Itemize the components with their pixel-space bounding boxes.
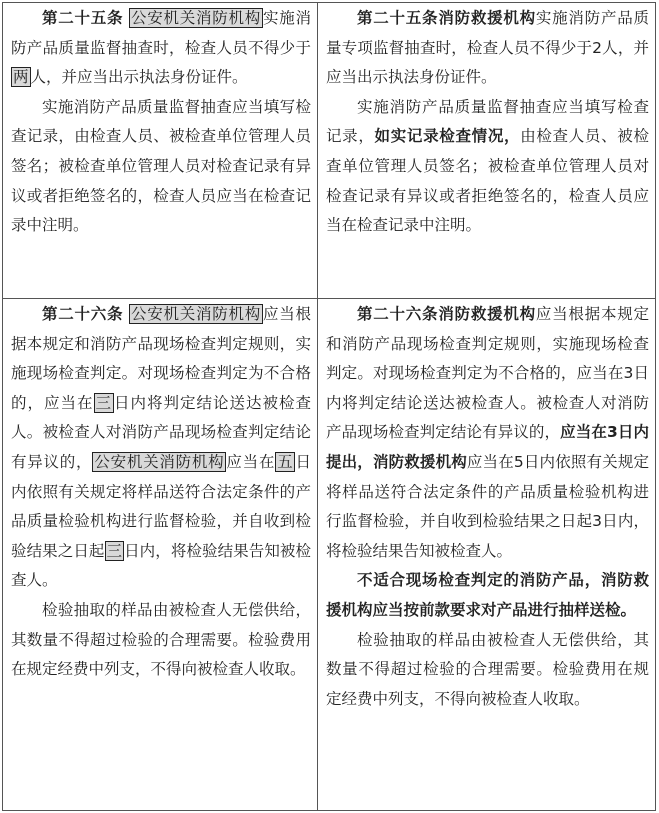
highlighted-term: 五 (277, 452, 294, 471)
bold-term: 消防救援机构 (438, 305, 536, 323)
highlighted-term: 公安机关消防机构 (130, 9, 261, 27)
highlighted-term: 三 (95, 393, 112, 412)
article-number: 第二十五条 (357, 9, 439, 27)
article-26-new-para-1: 第二十六条消防救援机构应当根据本规定和消防产品现场检查判定规则，实施现场检查判定。对现场检查判定为不合格的，应当在3日内将判定结论送达被检查人。被检查人对消防产品现场检查判定结论有异议的，应当在3日内提出，消防救援机构应当在5日内依照有关规定将样品送符合法定条件的产品质量检验机构进行监督检验，并自收到检验结果之日起3日内，将检验结果告知被检查人。 (326, 305, 649, 560)
old-text-cell (3, 3, 318, 299)
bold-term: 应当在3日内提出，消防救援机构 (326, 423, 649, 471)
bold-term: 如实记录检查情况， (374, 127, 521, 146)
article-number: 第二十六条 (42, 305, 124, 323)
new-text-cell (318, 3, 656, 299)
highlighted-term: 公安机关消防机构 (130, 305, 261, 323)
table-row (3, 3, 656, 299)
article-25-old-para-1: 第二十五条 公安机关消防机构 实施消防产品质量监督抽查时，检查人员不得少于两 人，并应当出示执法身份证件。 (11, 9, 311, 87)
article-26-new-para-3: 检验抽取的样品由被检查人无偿供给，其数量不得超过检验的合理需要。检验费用在规定经费中列支，不得向被检查人收取。 (326, 630, 649, 708)
highlighted-term: 公安机关消防机构 (94, 452, 225, 471)
table-row (3, 299, 656, 811)
highlighted-term: 两 (13, 68, 29, 87)
bold-term: 消防救援机构 (438, 9, 536, 27)
article-25-old-para-2: 实施消防产品质量监督抽查应当填写检查记录，由检查人员、被检查单位管理人员签名；被检查单位管理人员对检查记录有异议或者拒绝签名的，检查人员应当在检查记录中注明。 (11, 97, 311, 235)
article-26-new-para-2: 不适合现场检查判定的消防产品，消防救援机构应当按前款要求对产品进行抽样送检。 (326, 571, 649, 619)
article-number: 第二十五条 (42, 9, 124, 27)
highlighted-term: 三 (106, 541, 123, 560)
article-25-new-para-1: 第二十五条消防救援机构实施消防产品质量专项监督抽查时，检查人员不得少于2人，并应当出示执法身份证件。 (326, 9, 649, 87)
new-text-cell (318, 299, 656, 811)
article-26-old-para-1: 第二十六条 公安机关消防机构 应当根据本规定和消防产品现场检查判定规则，实施现场检查判定。对现场检查判定为不合格的，应当在 三 日内将判定结论送达被检查人。被检查人对消防产品现场检查判定结论有异议的， 公安机关消防机构 应当在 五 日内依照有关规定将样品送符合法定条件的产品质量检验机构进行监督检验，并自收到检验结果之日起 三 日内，将检验结果告知被检查人。 (11, 305, 311, 590)
article-25-new-para-2: 实施消防产品质量监督抽查应当填写检查记录，如实记录检查情况，由检查人员、被检查单位管理人员签名；被检查单位管理人员对检查记录有异议或者拒绝签名的，检查人员应当在检查记录中注明。 (326, 97, 649, 235)
article-26-old-para-2: 检验抽取的样品由被检查人无偿供给，其数量不得超过检验的合理需要。检验费用在规定经费中列支，不得向被检查人收取。 (11, 600, 311, 679)
article-number: 第二十六条 (357, 305, 439, 323)
regulation-comparison-table (2, 2, 656, 811)
old-text-cell (3, 299, 318, 811)
